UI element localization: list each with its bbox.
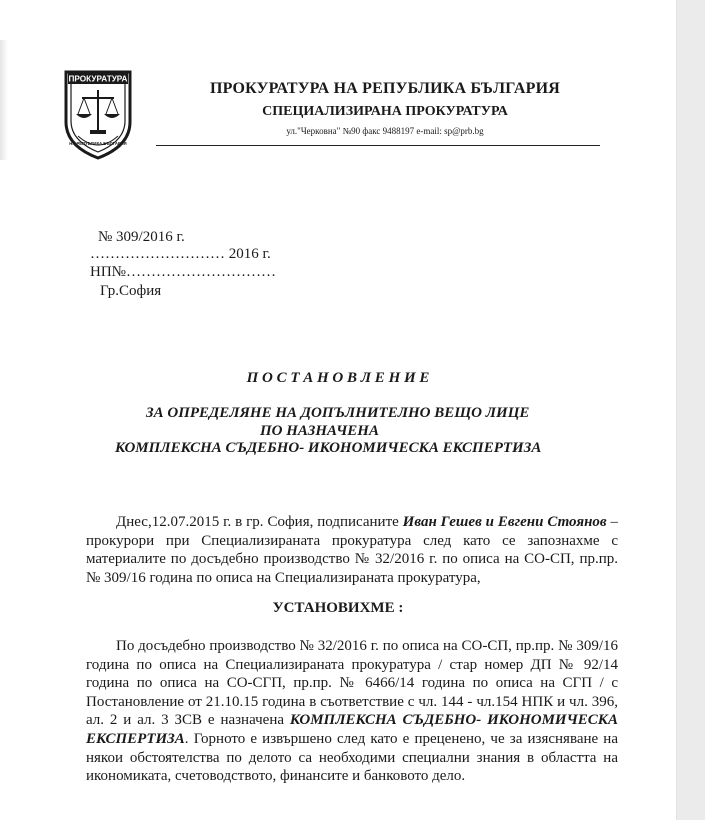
np-number: НП№………………………… [90,264,276,280]
prosecution-emblem-icon [62,62,134,160]
document-subtitle-line3: КОМПЛЕКСНА СЪДЕБНО- ИКОНОМИЧЕСКА ЕКСПЕРТИЗА [115,440,542,456]
header-divider [156,145,600,146]
case-number: № 309/2016 г. [98,229,185,245]
scan-edge-shadow [0,40,8,160]
section-heading: УСТАНОВИХМЕ : [272,600,404,616]
organization-name: ПРОКУРАТУРА НА РЕПУБЛИКА БЪЛГАРИЯ [210,80,560,97]
document-subtitle-line1: ЗА ОПРЕДЕЛЯНЕ НА ДОПЪЛНИТЕЛНО ВЕЩО ЛИЦЕ [146,405,530,421]
logo-top-text: ПРОКУРАТУРА [68,74,128,84]
document-title: П О С Т А Н О В Л Е Н И Е [246,370,430,386]
document-subtitle-line2: ПО НАЗНАЧЕНА [260,423,379,439]
findings-paragraph [86,637,618,786]
findings-text-start: По досъдебно производство № 32/2016 г. по описа на СО-СП, пр.пр. № 309/16 година по описа на Специализираната прокуратура / стар номер ДП № 92/14 година по описа на СО-СГП, пр.пр. № 6466/14 година по описа на СГП / с Постановление от 21.10.15 година в съответствие с чл. 144 - чл.154 НПК и чл. 396, ал. 2 и ал. 3 ЗСВ е назначена [86,638,618,729]
intro-text-start: Днес,12.07.2015 г. в гр. София, подписаните [116,514,403,530]
department-name: СПЕЦИАЛИЗИРАНА ПРОКУРАТУРА [262,104,508,119]
prosecutor-names: Иван Гешев и Евгени Стоянов [402,514,607,530]
contact-line: ул."Черковна" №90 факс 9488197 e-mail: sp@prb.bg [286,126,484,136]
viewer-background-strip [676,0,705,820]
city: Гр.София [100,283,162,299]
findings-text-end: . Горното е извършено след като е преценено, че за изясняване на някои обстоятелства по делото са необходими специални знания в областта на икономиката, счетоводството, финансите и банковото дело. [86,730,618,785]
expertise-name: КОМПЛЕКСНА СЪДЕБНО- ИКОНОМИЧЕСКА ЕКСПЕРТИЗА [86,712,618,747]
intro-paragraph [86,513,618,587]
intro-text-end: – прокурори при Специализираната прокуратура след като се запознахме с материалите по досъдебно производство № 32/2016 г. по описа на СО-СП, пр.пр. № 309/16 година по описа на Специализираната прокуратура, [86,514,618,586]
logo-bottom-text: НА РЕПУБЛИКА БЪЛГАРИЯ [69,141,127,146]
document-date: ……………………… 2016 г. [90,246,271,262]
